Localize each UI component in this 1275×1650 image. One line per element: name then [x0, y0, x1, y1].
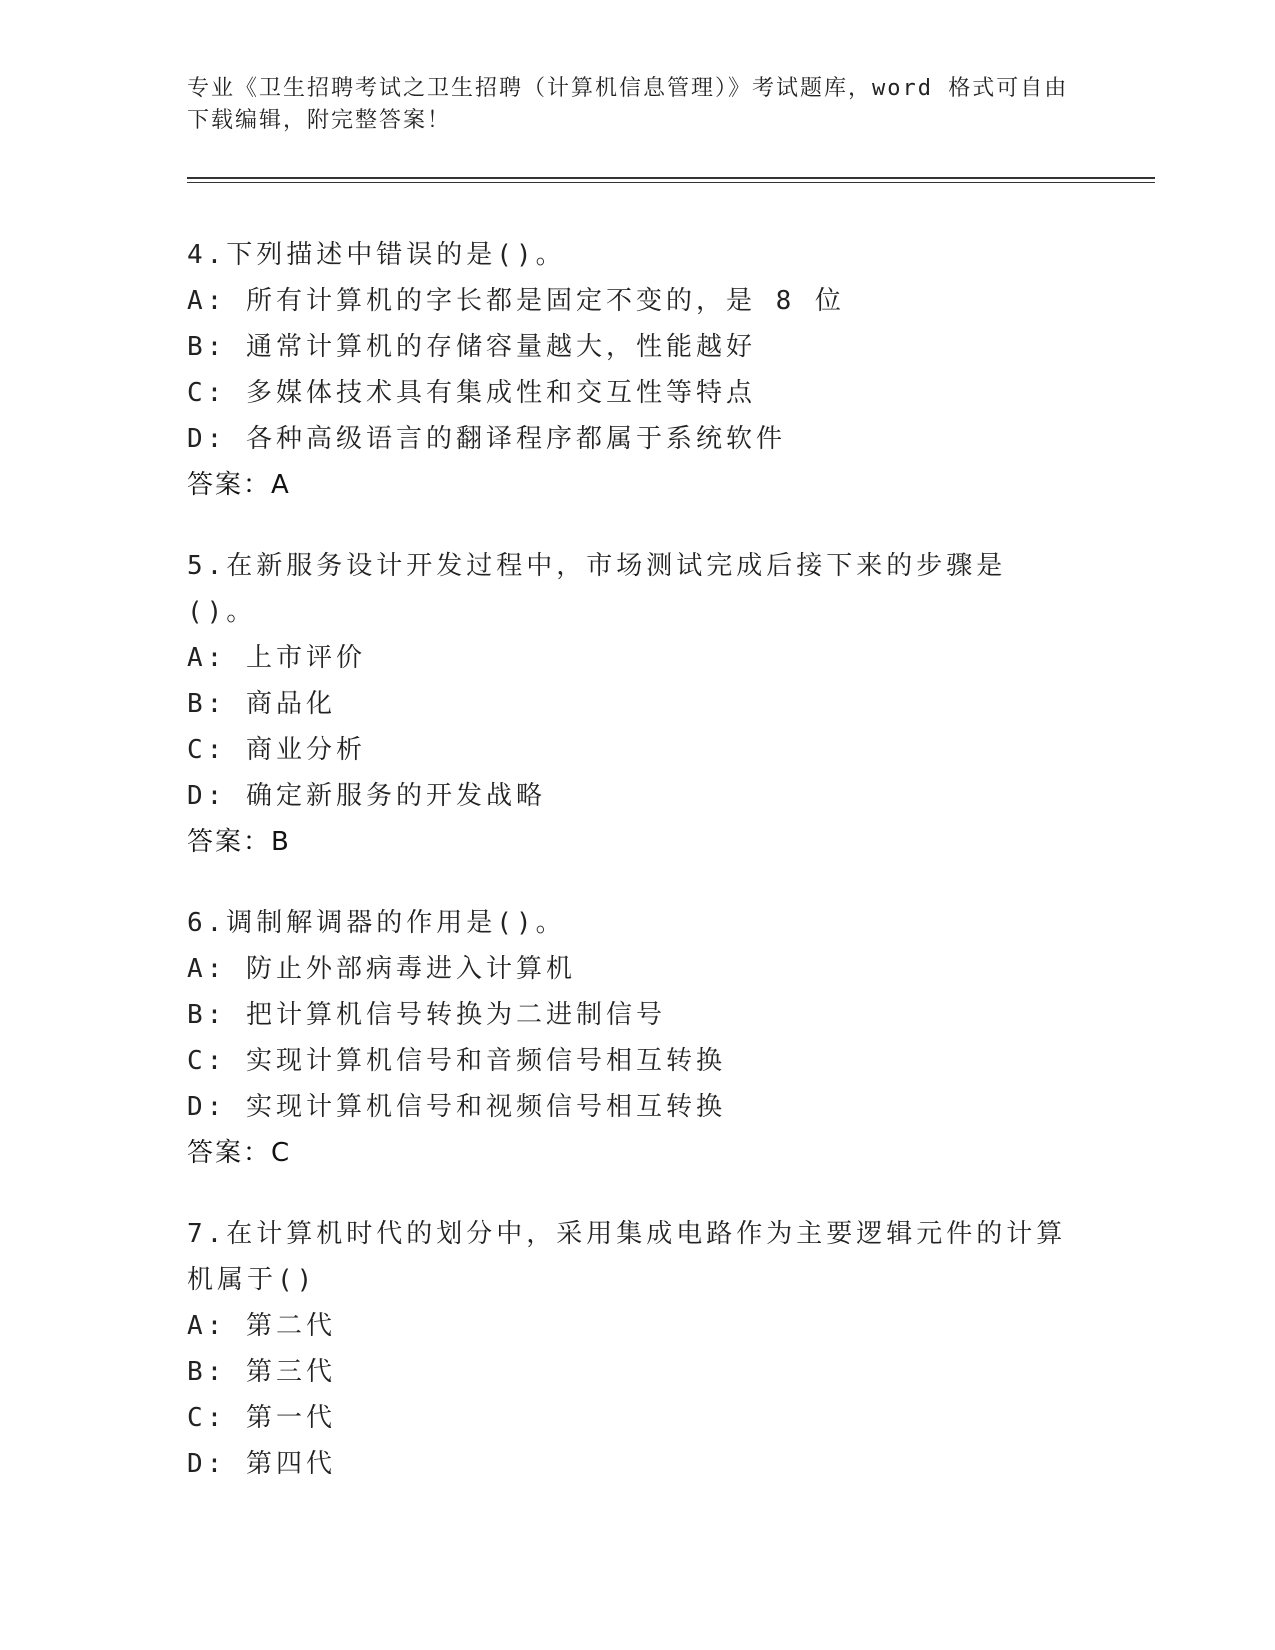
question-stem: 4.下列描述中错误的是()。	[187, 240, 566, 270]
answer-label: 答案：B	[187, 827, 291, 857]
option-d: D: 各种高级语言的翻译程序都属于系统软件	[187, 424, 786, 454]
option-a: A: 防止外部病毒进入计算机	[187, 954, 576, 984]
option-c: C: 多媒体技术具有集成性和交互性等特点	[187, 378, 756, 408]
question-4	[187, 232, 1107, 508]
option-d: D: 第四代	[187, 1449, 336, 1479]
question-5	[187, 543, 1107, 865]
document-header: 专业《卫生招聘考试之卫生招聘（计算机信息管理）》考试题库，word 格式可自由下载编辑，附完整答案！	[187, 76, 1069, 133]
question-stem: 7.在计算机时代的划分中，采用集成电路作为主要逻辑元件的计算机属于()	[187, 1219, 1067, 1295]
option-d: D: 实现计算机信号和视频信号相互转换	[187, 1092, 726, 1122]
option-a: A: 所有计算机的字长都是固定不变的，是 8 位	[187, 286, 845, 316]
question-list	[187, 232, 1107, 1522]
option-b: B: 第三代	[187, 1357, 336, 1387]
option-c: C: 商业分析	[187, 735, 366, 765]
question-stem: 5.在新服务设计开发过程中，市场测试完成后接下来的步骤是()。	[187, 551, 1007, 627]
option-b: B: 通常计算机的存储容量越大，性能越好	[187, 332, 756, 362]
answer-label: 答案：A	[187, 470, 291, 500]
question-7	[187, 1211, 1107, 1487]
answer-label: 答案：C	[187, 1138, 292, 1168]
header-divider-thin	[187, 182, 1155, 183]
question-stem: 6.调制解调器的作用是()。	[187, 908, 566, 938]
option-a: A: 第二代	[187, 1311, 336, 1341]
option-a: A: 上市评价	[187, 643, 366, 673]
option-d: D: 确定新服务的开发战略	[187, 781, 546, 811]
header-divider-thick	[187, 177, 1155, 179]
option-b: B: 把计算机信号转换为二进制信号	[187, 1000, 666, 1030]
option-b: B: 商品化	[187, 689, 336, 719]
question-6	[187, 900, 1107, 1176]
option-c: C: 第一代	[187, 1403, 336, 1433]
option-c: C: 实现计算机信号和音频信号相互转换	[187, 1046, 726, 1076]
